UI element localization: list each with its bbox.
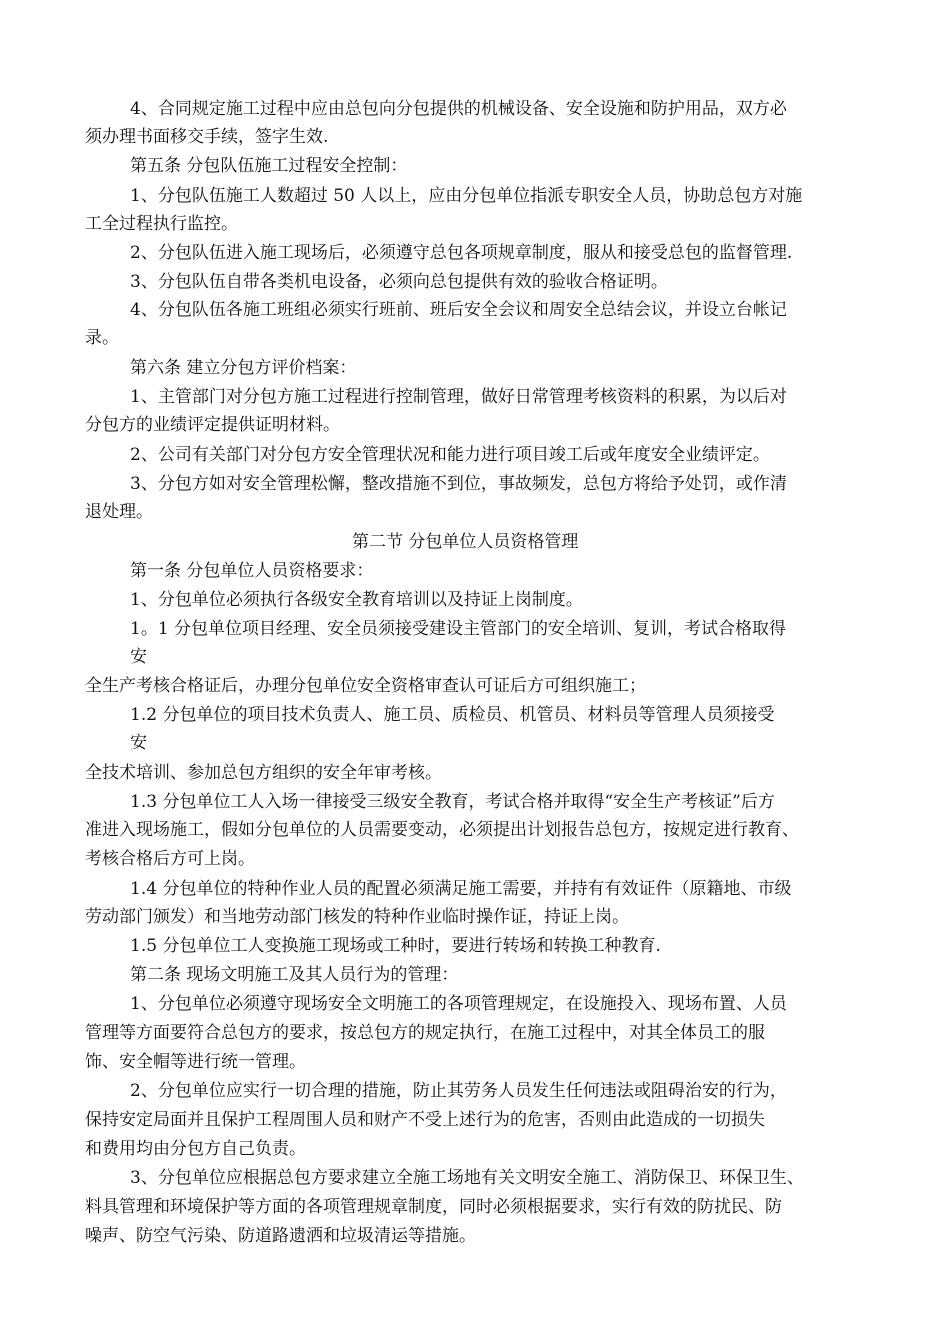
- text-line: 保持安定局面并且保护工程周围人员和财产不受上述行为的危害，否则由此造成的一切损失: [85, 1110, 765, 1130]
- text-line: 管理等方面要符合总包方的要求，按总包方的规定执行，在施工过程中，对其全体员工的服: [85, 1023, 765, 1043]
- text-line: 1、分包队伍施工人数超过 50 人以上，应由分包单位指派专职安全人员，协助总包方对施: [130, 186, 803, 206]
- text-line: 1、主管部门对分包方施工过程进行控制管理，做好日常管理考核资料的积累，为以后对: [130, 387, 787, 407]
- text-line: 1.4 分包单位的特种作业人员的配置必须满足施工需要，并持有有效证件（原籍地、市级: [130, 879, 792, 899]
- text-line: 2、分包队伍进入施工现场后，必须遵守总包各项规章制度，服从和接受总包的监督管理.: [130, 243, 793, 263]
- section-heading: 第一条 分包单位人员资格要求：: [130, 561, 374, 581]
- chapter-title: 第二节 分包单位人员资格管理: [352, 532, 579, 552]
- text-line: 1.2 分包单位的项目技术负责人、施工员、质检员、机管员、材料员等管理人员须接受: [130, 705, 775, 725]
- text-line: 饰、安全帽等进行统一管理。: [85, 1052, 306, 1072]
- text-line: 2、公司有关部门对分包方安全管理状况和能力进行项目竣工后或年度安全业绩评定。: [130, 445, 770, 465]
- text-line: 录。: [85, 328, 119, 348]
- text-line: 准进入现场施工，假如分包单位的人员需要变动，必须提出计划报告总包方，按规定进行教育、: [85, 820, 799, 840]
- text-line: 退处理。: [85, 502, 153, 522]
- text-line: 1、分包单位必须执行各级安全教育培训以及持证上岗制度。: [130, 590, 583, 610]
- text-line: 2、分包单位应实行一切合理的措施，防止其劳务人员发生任何违法或阻碍治安的行为，: [130, 1081, 787, 1101]
- text-line: 全技术培训、参加总包方组织的安全年审考核。: [85, 763, 442, 783]
- text-line: 4、分包队伍各施工班组必须实行班前、班后安全会议和周安全总结会议，并设立台帐记: [130, 300, 787, 320]
- text-line: 考核合格后方可上岗。: [85, 849, 255, 869]
- section-heading: 第二条 现场文明施工及其人员行为的管理：: [130, 965, 459, 985]
- text-line: 3、分包方如对安全管理松懈，整改措施不到位，事故频发，总包方将给予处罚，或作清: [130, 474, 787, 494]
- text-line: 3、分包单位应根据总包方要求建立全施工场地有关文明安全施工、消防保卫、环保卫生、: [130, 1168, 804, 1188]
- text-line: 1、分包单位必须遵守现场安全文明施工的各项管理规定，在设施投入、现场布置、人员: [130, 994, 787, 1014]
- text-line: 1。1 分包单位项目经理、安全员须接受建设主管部门的安全培训、复训，考试合格取得: [130, 619, 787, 639]
- text-line: 安: [130, 647, 147, 667]
- text-line: 4、合同规定施工过程中应由总包向分包提供的机械设备、安全设施和防护用品，双方必: [130, 99, 787, 119]
- text-line: 噪声、防空气污染、防道路遗洒和垃圾清运等措施。: [85, 1226, 476, 1246]
- text-line: 3、分包队伍自带各类机电设备，必须向总包提供有效的验收合格证明。: [130, 272, 668, 292]
- text-line: 1.3 分包单位工人入场一律接受三级安全教育，考试合格并取得“安全生产考核证”后方: [130, 792, 775, 812]
- text-line: 工全过程执行监控。: [85, 214, 238, 234]
- section-heading: 第五条 分包队伍施工过程安全控制：: [130, 156, 408, 176]
- text-line: 和费用均由分包方自己负责。: [85, 1139, 306, 1159]
- section-heading: 第六条 建立分包方评价档案：: [130, 358, 357, 378]
- text-line: 全生产考核合格证后，办理分包单位安全资格审查认可证后方可组织施工；: [85, 676, 646, 696]
- text-line: 安: [130, 733, 147, 753]
- text-line: 须办理书面移交手续，签字生效.: [85, 127, 329, 147]
- text-line: 劳动部门颁发）和当地劳动部门核发的特种作业临时操作证，持证上岗。: [85, 907, 629, 927]
- text-line: 1.5 分包单位工人变换施工现场或工种时，要进行转场和转换工种教育.: [130, 936, 661, 956]
- text-line: 料具管理和环境保护等方面的各项管理规章制度，同时必须根据要求，实行有效的防扰民、防: [85, 1197, 782, 1217]
- text-line: 分包方的业绩评定提供证明材料。: [85, 415, 340, 435]
